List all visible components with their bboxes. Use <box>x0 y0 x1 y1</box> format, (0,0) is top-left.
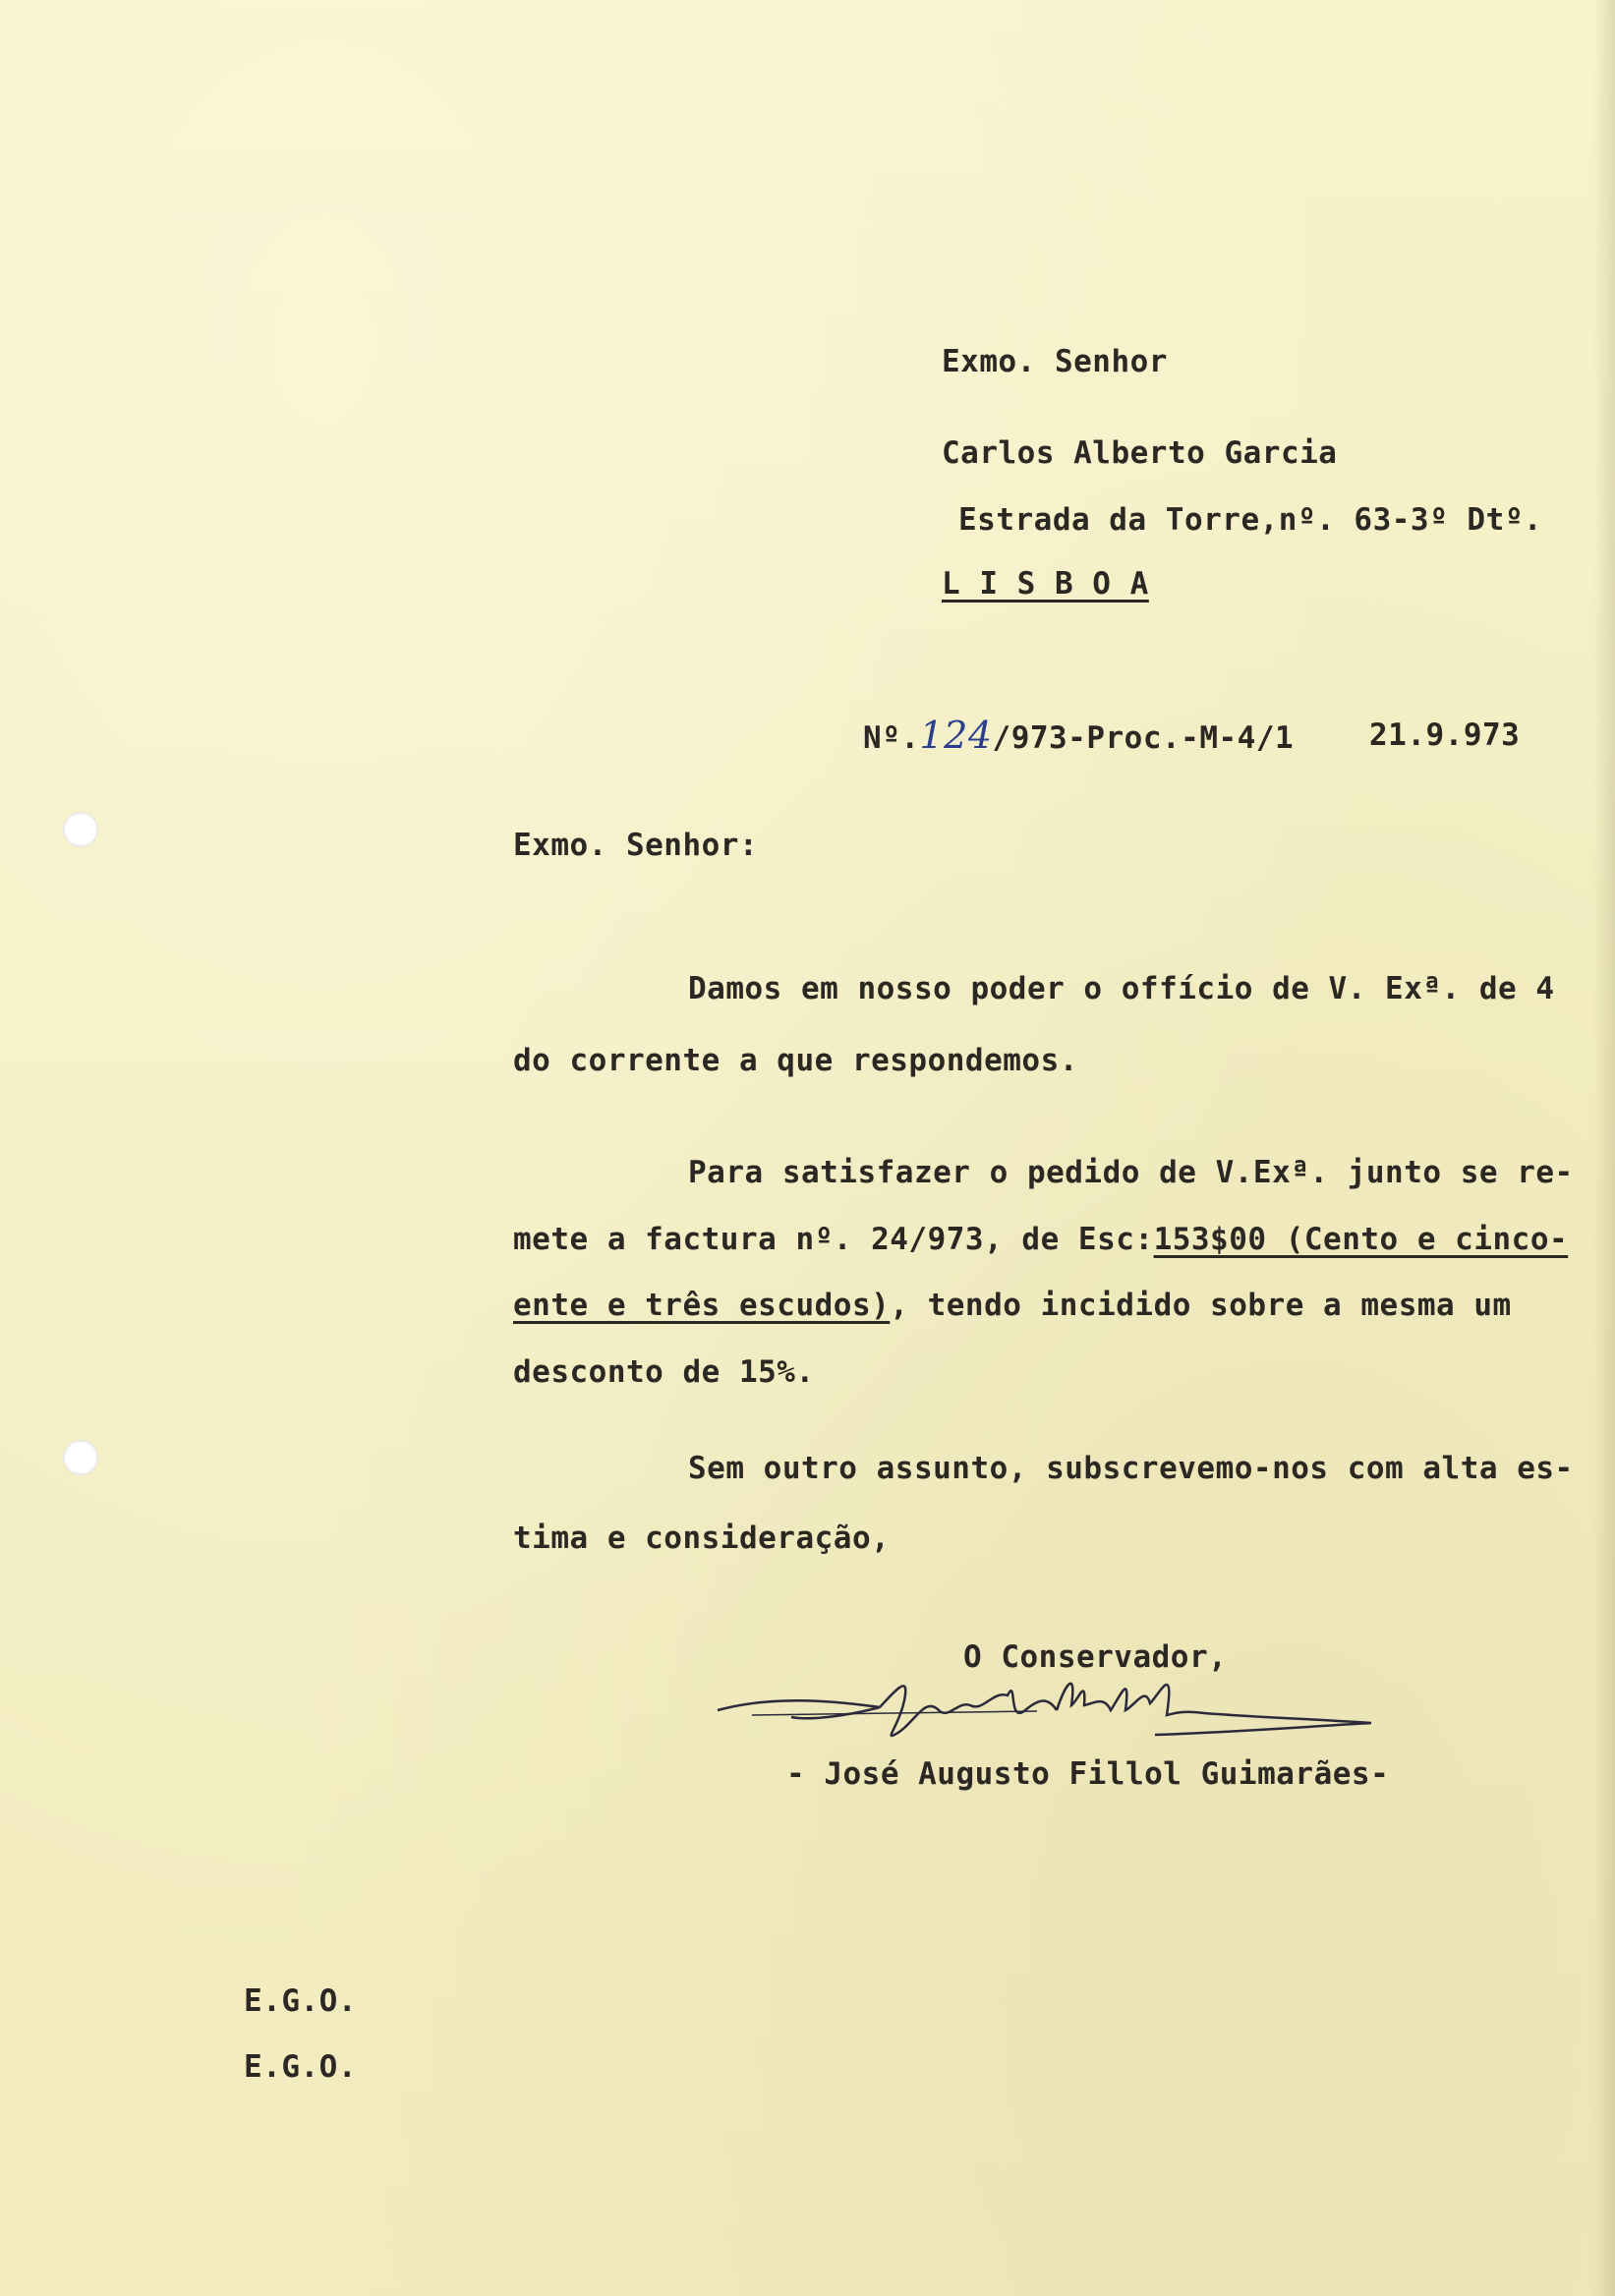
body-p2-line2 <box>513 1222 1568 1257</box>
recipient-city: L I S B O A <box>942 566 1149 602</box>
invoice-amount: 153$00 (Cento e cinco- <box>1153 1222 1569 1257</box>
recipient-salutation: Exmo. Senhor <box>942 344 1168 379</box>
body-p3-line2: tima e consideração, <box>513 1521 891 1556</box>
paper-edge-shadow <box>1593 0 1615 2296</box>
body-p3-line1: Sem outro assunto, subscrevemo-nos com alta es- <box>688 1451 1574 1486</box>
body-p1-line2: do corrente a que respondemos. <box>513 1043 1078 1078</box>
body-p2-line4: desconto de 15%. <box>513 1354 815 1390</box>
punch-hole-top <box>63 812 98 847</box>
initials-1: E.G.O. <box>244 1983 357 2019</box>
closing-title: O Conservador, <box>963 1639 1228 1675</box>
body-p2-line1: Para satisfazer o pedido de V.Exª. junto se re- <box>688 1155 1574 1190</box>
body-p1-line1: Damos em nosso poder o offício de V. Exª. de 4 <box>688 971 1555 1006</box>
reference-handwritten-number: 124 <box>919 714 993 757</box>
punch-hole-bottom <box>63 1440 98 1475</box>
invoice-amount-words: ente e três escudos) <box>513 1288 891 1323</box>
handwritten-signature <box>713 1656 1381 1754</box>
reference-line <box>863 714 1295 757</box>
body-p2-line3-end: , tendo incidido sobre a mesma um <box>890 1288 1512 1323</box>
initials-2: E.G.O. <box>244 2049 357 2085</box>
reference-date: 21.9.973 <box>1369 718 1521 753</box>
recipient-street: Estrada da Torre,nº. 63-3º Dtº. <box>958 502 1543 538</box>
signatory-name: - José Augusto Fillol Guimarães- <box>786 1756 1390 1792</box>
reference-prefix: Nº. <box>863 720 920 756</box>
body-p2-line3 <box>513 1288 1512 1323</box>
body-p2-line2-start: mete a factura nº. 24/973, de Esc: <box>513 1222 1154 1257</box>
reference-rest: /973-Proc.-M-4/1 <box>992 720 1295 756</box>
greeting: Exmo. Senhor: <box>513 828 759 863</box>
recipient-name: Carlos Alberto Garcia <box>942 435 1338 471</box>
